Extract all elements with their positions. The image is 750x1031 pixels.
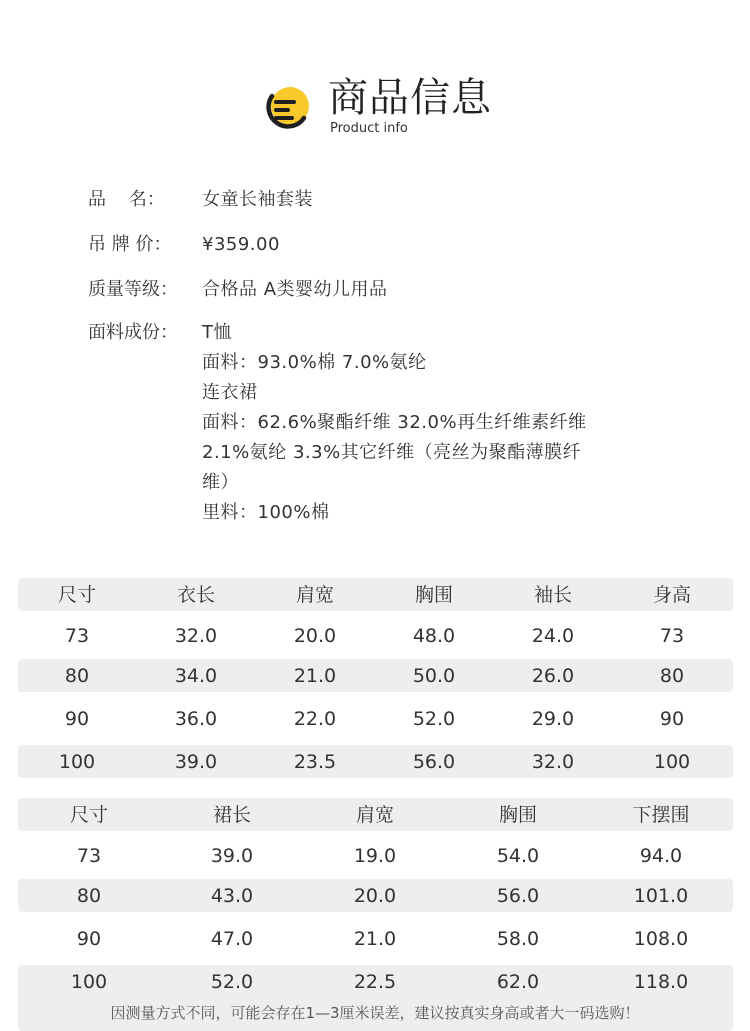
table-cell: 94.0 bbox=[639, 845, 683, 867]
composition-line: 里料：100%棉 bbox=[202, 502, 330, 523]
composition-line: 面料：93.0%棉 7.0%氨纶 bbox=[202, 352, 427, 373]
page-subtitle: Product info bbox=[330, 121, 408, 136]
table-cell: 90 bbox=[659, 708, 685, 730]
table-cell: 90 bbox=[76, 928, 102, 950]
page-title: 商品信息 bbox=[328, 75, 492, 121]
composition-line: 面料：62.6%聚酯纤维 32.0%再生纤维素纤维 bbox=[202, 412, 587, 433]
table-cell: 100 bbox=[58, 751, 96, 773]
table-header-cell: 肩宽 bbox=[295, 584, 334, 606]
table-cell: 47.0 bbox=[210, 928, 254, 950]
table-header-cell: 胸围 bbox=[414, 584, 453, 606]
table-cell: 54.0 bbox=[496, 845, 540, 867]
composition-line: 2.1%氨纶 3.3%其它纤维（亮丝为聚酯薄膜纤 bbox=[202, 442, 582, 463]
table-cell: 118.0 bbox=[633, 971, 689, 993]
table-cell: 21.0 bbox=[293, 665, 337, 687]
composition-line: 连衣裙 bbox=[202, 382, 258, 403]
table-cell: 26.0 bbox=[531, 665, 575, 687]
table-header-cell: 肩宽 bbox=[355, 804, 394, 826]
table-cell: 100 bbox=[70, 971, 108, 993]
table-cell: 32.0 bbox=[531, 751, 575, 773]
table-cell: 23.5 bbox=[293, 751, 337, 773]
list-icon bbox=[264, 84, 312, 132]
name-label: 品 名： bbox=[88, 189, 165, 210]
name-value: 女童长袖套装 bbox=[202, 189, 313, 210]
table-header-cell: 裙长 bbox=[212, 804, 251, 826]
table-cell: 22.5 bbox=[353, 971, 397, 993]
table-cell: 80 bbox=[64, 665, 90, 687]
table-header-cell: 袖长 bbox=[533, 584, 572, 606]
table-cell: 34.0 bbox=[174, 665, 218, 687]
price-value: ¥359.00 bbox=[202, 234, 280, 255]
table-header-cell: 胸围 bbox=[498, 804, 537, 826]
table-cell: 80 bbox=[659, 665, 685, 687]
table-cell: 24.0 bbox=[531, 625, 575, 647]
table-cell: 73 bbox=[64, 625, 90, 647]
price-label: 吊 牌 价： bbox=[88, 234, 172, 255]
table-cell: 36.0 bbox=[174, 708, 218, 730]
composition-line: T恤 bbox=[202, 322, 232, 343]
table-cell: 22.0 bbox=[293, 708, 337, 730]
table-cell: 58.0 bbox=[496, 928, 540, 950]
table-header-cell: 身高 bbox=[652, 584, 691, 606]
table-cell: 100 bbox=[653, 751, 691, 773]
table-cell: 43.0 bbox=[210, 885, 254, 907]
table-header-cell: 衣长 bbox=[176, 584, 215, 606]
table-header-cell: 尺寸 bbox=[57, 584, 96, 606]
table-cell: 21.0 bbox=[353, 928, 397, 950]
table-cell: 101.0 bbox=[633, 885, 689, 907]
table-cell: 39.0 bbox=[210, 845, 254, 867]
measurement-note: 因测量方式不同，可能会存在1—3厘米误差，建议按真实身高或者大一码选购！ bbox=[110, 1004, 640, 1022]
table-header-cell: 尺寸 bbox=[69, 804, 108, 826]
table-cell: 29.0 bbox=[531, 708, 575, 730]
table-cell: 56.0 bbox=[412, 751, 456, 773]
table-cell: 19.0 bbox=[353, 845, 397, 867]
grade-label: 质量等级： bbox=[88, 279, 178, 300]
table-cell: 32.0 bbox=[174, 625, 218, 647]
table-header-cell: 下摆围 bbox=[632, 804, 690, 826]
table-cell: 73 bbox=[659, 625, 685, 647]
table-cell: 73 bbox=[76, 845, 102, 867]
table-cell: 80 bbox=[76, 885, 102, 907]
composition-label: 面料成份： bbox=[88, 322, 178, 343]
table-cell: 39.0 bbox=[174, 751, 218, 773]
table-cell: 50.0 bbox=[412, 665, 456, 687]
table-cell: 20.0 bbox=[293, 625, 337, 647]
table-cell: 56.0 bbox=[496, 885, 540, 907]
composition-line: 维） bbox=[202, 472, 239, 493]
table-cell: 62.0 bbox=[496, 971, 540, 993]
table-cell: 48.0 bbox=[412, 625, 456, 647]
grade-value: 合格品 A类婴幼儿用品 bbox=[202, 279, 388, 300]
table-cell: 20.0 bbox=[353, 885, 397, 907]
table-cell: 52.0 bbox=[412, 708, 456, 730]
table-cell: 90 bbox=[64, 708, 90, 730]
table-cell: 52.0 bbox=[210, 971, 254, 993]
table-cell: 108.0 bbox=[633, 928, 689, 950]
